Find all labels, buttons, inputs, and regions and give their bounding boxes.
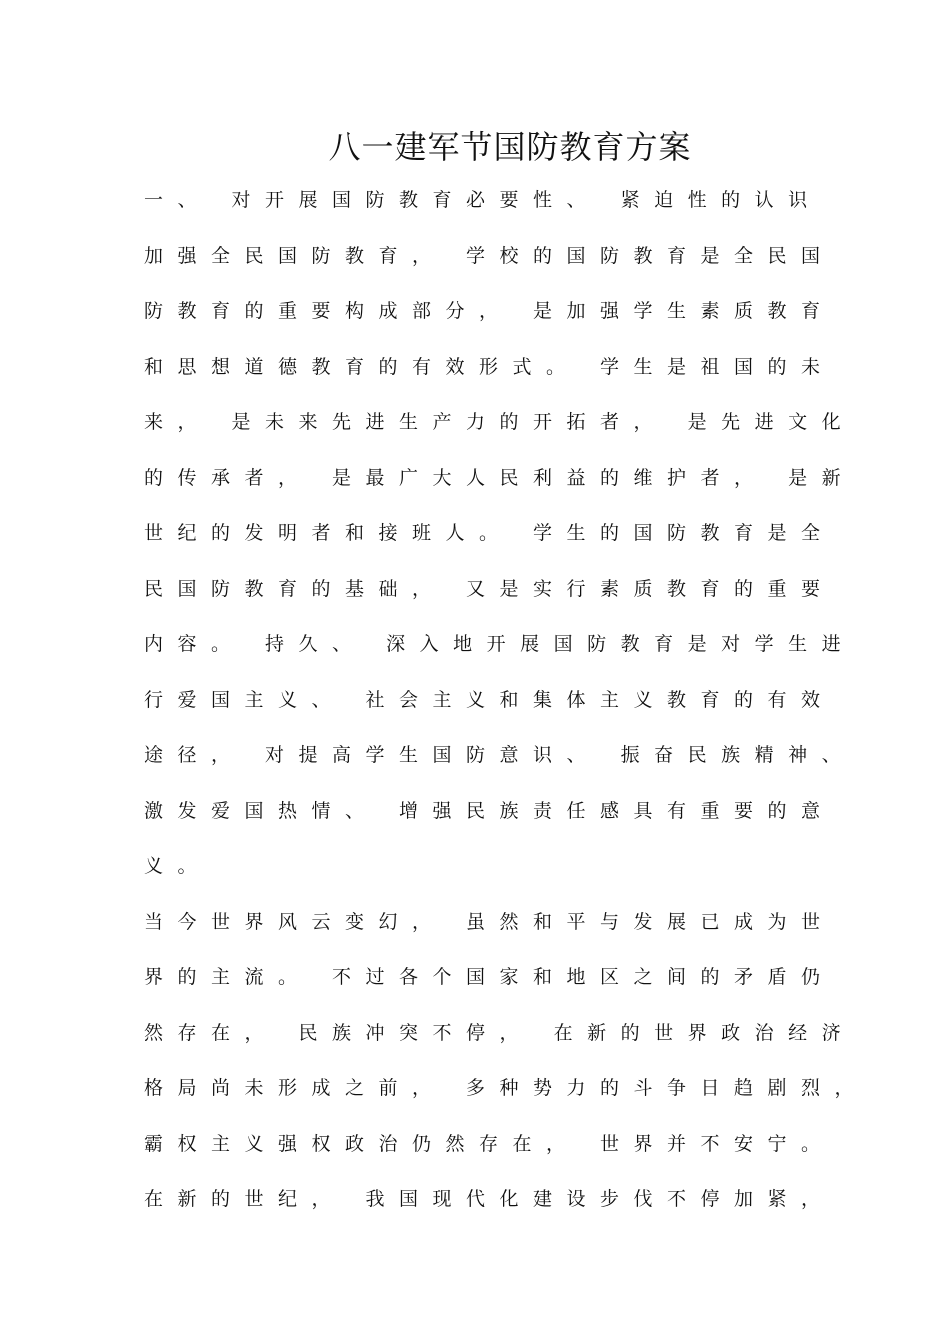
text-line: 格局尚未形成之前， 多种势力的斗争日趋剧烈， xyxy=(144,1077,869,1099)
text-line: 加强全民国防教育， 学校的国防教育是全民国 xyxy=(144,245,835,267)
document-title: 八一建军节国防教育方案 xyxy=(328,128,692,166)
text-line: 激发爱国热情、 增强民族责任感具有重要的意 xyxy=(144,800,835,822)
text-line: 在新的世纪， 我国现代化建设步伐不停加紧， xyxy=(144,1188,835,1210)
text-line: 内容。 持久、 深入地开展国防教育是对学生进 xyxy=(144,633,856,655)
text-line: 义。 xyxy=(144,855,212,877)
text-line: 行爱国主义、 社会主义和集体主义教育的有效 xyxy=(144,689,835,711)
text-line: 的传承者， 是最广大人民利益的维护者， 是新 xyxy=(144,467,856,489)
text-line: 一、 对开展国防教育必要性、 紧迫性的认识 xyxy=(144,189,822,211)
text-line: 防教育的重要构成部分， 是加强学生素质教育 xyxy=(144,300,835,322)
text-line: 和思想道德教育的有效形式。 学生是祖国的未 xyxy=(144,356,835,378)
text-line: 霸权主义强权政治仍然存在， 世界并不安宁。 xyxy=(144,1133,835,1155)
text-line: 来， 是未来先进生产力的开拓者， 是先进文化 xyxy=(144,411,856,433)
text-line: 界的主流。 不过各个国家和地区之间的矛盾仍 xyxy=(144,966,835,988)
text-line: 然存在， 民族冲突不停， 在新的世界政治经济 xyxy=(144,1022,856,1044)
text-line: 世纪的发明者和接班人。 学生的国防教育是全 xyxy=(144,522,835,544)
text-line: 当今世界风云变幻， 虽然和平与发展已成为世 xyxy=(144,911,835,933)
text-line: 民国防教育的基础， 又是实行素质教育的重要 xyxy=(144,578,835,600)
text-line: 途径， 对提高学生国防意识、 振奋民族精神、 xyxy=(144,744,856,766)
